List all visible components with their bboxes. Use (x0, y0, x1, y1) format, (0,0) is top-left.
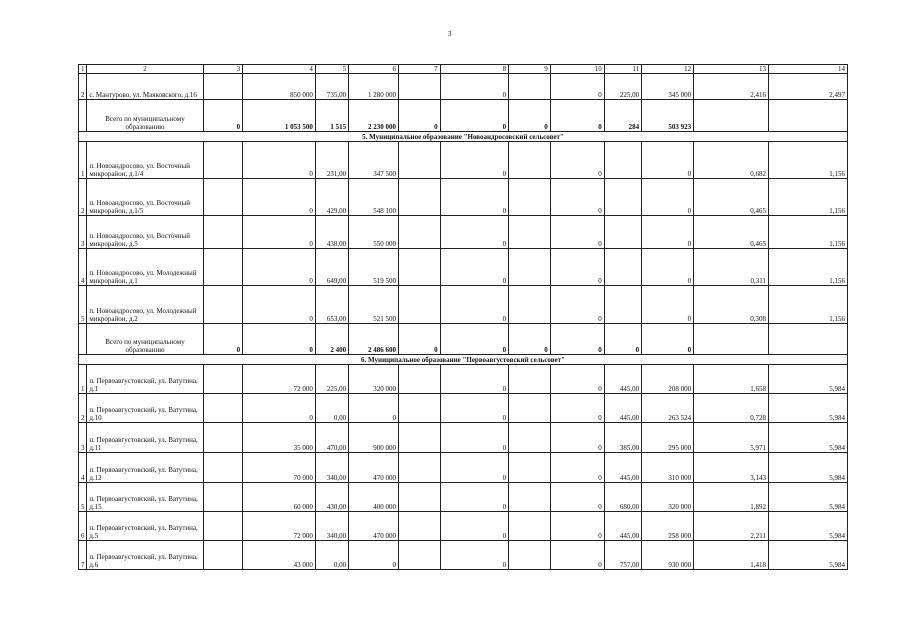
value-cell: 0 (642, 179, 694, 216)
value-cell: 0 (440, 394, 509, 423)
table-row (79, 216, 848, 249)
value-cell: 0 (243, 142, 316, 179)
address-cell: п. Первоавгустовский, ул. Ватутина, д.12 (87, 453, 203, 483)
value-cell: 72 000 (243, 365, 316, 394)
address-cell: п. Новоандросово, ул. Молодежный микрорайон, д.1 (87, 249, 203, 286)
value-cell: 930 000 (642, 541, 694, 570)
table-row (79, 179, 848, 216)
value-cell: 470 000 (349, 512, 399, 541)
value-cell (203, 142, 242, 179)
value-cell: 1,156 (768, 286, 847, 324)
value-cell: 470 000 (349, 453, 399, 483)
value-cell: 0 (550, 512, 604, 541)
row-number-cell: 2 (79, 394, 87, 423)
value-cell: 284 (604, 100, 641, 132)
address-cell: п. Новоандросово, ул. Восточный микрорайон, д.1/5 (87, 179, 203, 216)
table-body (79, 65, 848, 570)
value-cell: 263 524 (642, 394, 694, 423)
value-cell: 735,00 (315, 74, 348, 100)
value-cell: 72 000 (243, 512, 316, 541)
address-cell: Всего по муниципальному образованию (87, 324, 203, 355)
value-cell: 0 (349, 541, 399, 570)
column-header: 14 (768, 65, 847, 74)
table-row (79, 74, 848, 100)
row-number-cell: 1 (79, 142, 87, 179)
value-cell: 0 (399, 324, 441, 355)
row-number-cell: 6 (79, 512, 87, 541)
value-cell: 0 (509, 100, 551, 132)
column-header: 11 (604, 65, 641, 74)
value-cell: 5,984 (768, 541, 847, 570)
row-number-cell: 3 (79, 423, 87, 453)
value-cell (203, 541, 242, 570)
value-cell (203, 512, 242, 541)
value-cell: 1,156 (768, 216, 847, 249)
value-cell (399, 365, 441, 394)
value-cell: 0 (440, 179, 509, 216)
value-cell: 0 (243, 286, 316, 324)
column-header: 6 (349, 65, 399, 74)
value-cell: 320 000 (642, 483, 694, 512)
value-cell: 225,00 (315, 365, 348, 394)
value-cell: 5,971 (694, 423, 769, 453)
value-cell: 400 000 (349, 483, 399, 512)
value-cell: 5,984 (768, 394, 847, 423)
value-cell: 5,984 (768, 512, 847, 541)
value-cell: 0 (203, 324, 242, 355)
address-cell: п. Новоандросово, ул. Молодежный микрорайон, д.2 (87, 286, 203, 324)
value-cell: 0 (550, 483, 604, 512)
value-cell: 2 486 600 (349, 324, 399, 355)
value-cell: 310 000 (642, 453, 694, 483)
address-cell: п. Новоандросово, ул. Восточный микрорайон, д.5 (87, 216, 203, 249)
value-cell: 0 (550, 74, 604, 100)
value-cell (203, 423, 242, 453)
data-table (78, 64, 848, 570)
value-cell: 0 (440, 324, 509, 355)
value-cell: 1,156 (768, 249, 847, 286)
value-cell: 649,00 (315, 249, 348, 286)
value-cell (203, 249, 242, 286)
row-number-cell: 2 (79, 179, 87, 216)
value-cell: 2,211 (694, 512, 769, 541)
value-cell: 345 000 (642, 74, 694, 100)
value-cell: 0 (642, 216, 694, 249)
value-cell (509, 286, 551, 324)
value-cell (509, 394, 551, 423)
value-cell (509, 365, 551, 394)
value-cell: 1,156 (768, 179, 847, 216)
value-cell: 0 (440, 74, 509, 100)
value-cell: 0 (440, 512, 509, 541)
value-cell: 258 000 (642, 512, 694, 541)
value-cell: 70 000 (243, 453, 316, 483)
value-cell (399, 541, 441, 570)
column-header: 4 (243, 65, 316, 74)
value-cell: 0 (203, 100, 242, 132)
value-cell: 0 (440, 423, 509, 453)
value-cell (768, 324, 847, 355)
row-number-cell: 1 (79, 365, 87, 394)
value-cell: 548 100 (349, 179, 399, 216)
value-cell (604, 216, 641, 249)
column-header: 3 (203, 65, 242, 74)
column-header: 10 (550, 65, 604, 74)
value-cell: 503 923 (642, 100, 694, 132)
value-cell: 0,682 (694, 142, 769, 179)
row-number-cell: 2 (79, 74, 87, 100)
value-cell: 0 (440, 286, 509, 324)
column-header: 8 (440, 65, 509, 74)
value-cell (768, 100, 847, 132)
section-header-row (79, 355, 848, 365)
value-cell: 445,00 (604, 394, 641, 423)
table-row (79, 142, 848, 179)
value-cell: 5,984 (768, 453, 847, 483)
value-cell: 653,00 (315, 286, 348, 324)
value-cell: 385,00 (604, 423, 641, 453)
value-cell (604, 249, 641, 286)
value-cell: 519 500 (349, 249, 399, 286)
value-cell: 0 (440, 541, 509, 570)
value-cell: 521 500 (349, 286, 399, 324)
value-cell: 2 400 (315, 324, 348, 355)
value-cell: 0 (550, 324, 604, 355)
address-cell: Всего по муниципальному образованию (87, 100, 203, 132)
page-number: 3 (448, 30, 452, 38)
total-row (79, 324, 848, 355)
value-cell (509, 179, 551, 216)
value-cell: 0 (642, 142, 694, 179)
address-cell: п. Первоавгустовский, ул. Ватутина, д.10 (87, 394, 203, 423)
row-number-cell: 4 (79, 249, 87, 286)
row-number-cell (79, 324, 87, 355)
value-cell: 2 230 000 (349, 100, 399, 132)
value-cell: 0 (642, 249, 694, 286)
table-row (79, 483, 848, 512)
value-cell (399, 74, 441, 100)
row-number-cell: 5 (79, 483, 87, 512)
value-cell: 0,728 (694, 394, 769, 423)
value-cell: 0 (243, 216, 316, 249)
value-cell: 429,00 (315, 179, 348, 216)
value-cell: 1,658 (694, 365, 769, 394)
section-title: 6. Муниципальное образование "Первоавгустовский сельсовет" (79, 355, 848, 365)
column-header: 12 (642, 65, 694, 74)
value-cell: 0 (642, 324, 694, 355)
value-cell: 0 (243, 394, 316, 423)
value-cell (203, 365, 242, 394)
table-row (79, 394, 848, 423)
value-cell (203, 394, 242, 423)
value-cell: 347 500 (349, 142, 399, 179)
table-row (79, 541, 848, 570)
value-cell (399, 394, 441, 423)
value-cell (694, 100, 769, 132)
table-row (79, 512, 848, 541)
value-cell (203, 216, 242, 249)
value-cell: 2,497 (768, 74, 847, 100)
column-header: 7 (399, 65, 441, 74)
value-cell: 0 (243, 249, 316, 286)
value-cell: 0 (440, 483, 509, 512)
total-row (79, 100, 848, 132)
value-cell (399, 453, 441, 483)
row-number-cell: 5 (79, 286, 87, 324)
value-cell: 5,984 (768, 423, 847, 453)
value-cell: 60 000 (243, 483, 316, 512)
value-cell (399, 423, 441, 453)
address-cell: п. Первоавгустовский, ул. Ватутина, д.6 (87, 541, 203, 570)
address-cell: п. Первоавгустовский, ул. Ватутина, д.5 (87, 512, 203, 541)
value-cell (604, 179, 641, 216)
value-cell: 225,00 (604, 74, 641, 100)
value-cell (604, 286, 641, 324)
column-header-row (79, 65, 848, 74)
value-cell: 900 000 (349, 423, 399, 453)
column-header: 13 (694, 65, 769, 74)
value-cell: 445,00 (604, 512, 641, 541)
value-cell: 0 (550, 142, 604, 179)
value-cell (399, 249, 441, 286)
value-cell: 0 (243, 179, 316, 216)
address-cell: п. Новоандросово, ул. Восточный микрорайон, д.1/4 (87, 142, 203, 179)
value-cell: 1 515 (315, 100, 348, 132)
value-cell: 0 (509, 324, 551, 355)
value-cell: 0 (550, 179, 604, 216)
value-cell (399, 286, 441, 324)
row-number-cell: 3 (79, 216, 87, 249)
value-cell: 445,00 (604, 365, 641, 394)
value-cell: 0 (550, 216, 604, 249)
address-cell: п. Первоавгустовский, ул. Ватутина, д.15 (87, 483, 203, 512)
value-cell: 0 (550, 394, 604, 423)
value-cell: 231,00 (315, 142, 348, 179)
value-cell (509, 216, 551, 249)
value-cell: 0 (550, 249, 604, 286)
value-cell (399, 512, 441, 541)
value-cell: 0 (550, 541, 604, 570)
value-cell: 0,00 (315, 541, 348, 570)
value-cell (604, 142, 641, 179)
column-header: 2 (87, 65, 203, 74)
value-cell: 0 (604, 324, 641, 355)
value-cell: 680,00 (604, 483, 641, 512)
value-cell (509, 512, 551, 541)
value-cell: 295 000 (642, 423, 694, 453)
value-cell: 1 280 000 (349, 74, 399, 100)
address-cell: с. Мантурово, ул. Маяковского, д.16 (87, 74, 203, 100)
value-cell: 438,00 (315, 216, 348, 249)
value-cell (509, 541, 551, 570)
value-cell: 430,00 (315, 483, 348, 512)
table-row (79, 423, 848, 453)
row-number-cell (79, 100, 87, 132)
value-cell (203, 179, 242, 216)
value-cell: 0 (399, 100, 441, 132)
value-cell: 0,465 (694, 179, 769, 216)
column-header: 5 (315, 65, 348, 74)
value-cell: 0,308 (694, 286, 769, 324)
value-cell: 1,418 (694, 541, 769, 570)
value-cell (694, 324, 769, 355)
value-cell: 0 (550, 286, 604, 324)
value-cell: 0,00 (315, 394, 348, 423)
value-cell: 320 000 (349, 365, 399, 394)
value-cell: 0 (642, 286, 694, 324)
value-cell (509, 423, 551, 453)
value-cell: 445,00 (604, 453, 641, 483)
value-cell (203, 286, 242, 324)
column-header: 1 (79, 65, 87, 74)
value-cell: 470,00 (315, 423, 348, 453)
value-cell (203, 483, 242, 512)
value-cell: 35 000 (243, 423, 316, 453)
value-cell (203, 74, 242, 100)
value-cell: 1,156 (768, 142, 847, 179)
table-row (79, 249, 848, 286)
value-cell: 550 000 (349, 216, 399, 249)
value-cell: 5,984 (768, 483, 847, 512)
section-header-row (79, 132, 848, 142)
row-number-cell: 4 (79, 453, 87, 483)
value-cell: 0 (440, 100, 509, 132)
table-row (79, 365, 848, 394)
value-cell (399, 216, 441, 249)
value-cell: 0 (550, 365, 604, 394)
value-cell: 5,984 (768, 365, 847, 394)
value-cell: 0,311 (694, 249, 769, 286)
table-row (79, 286, 848, 324)
value-cell: 850 000 (243, 74, 316, 100)
value-cell: 0 (440, 365, 509, 394)
value-cell: 0 (550, 423, 604, 453)
value-cell: 0 (550, 453, 604, 483)
value-cell: 43 000 (243, 541, 316, 570)
value-cell: 1 053 500 (243, 100, 316, 132)
table-row (79, 453, 848, 483)
value-cell: 0 (349, 394, 399, 423)
value-cell (509, 483, 551, 512)
value-cell (509, 74, 551, 100)
value-cell: 3,143 (694, 453, 769, 483)
value-cell: 0 (440, 249, 509, 286)
value-cell: 208 000 (642, 365, 694, 394)
value-cell: 0 (440, 453, 509, 483)
value-cell: 1,892 (694, 483, 769, 512)
value-cell: 757,00 (604, 541, 641, 570)
value-cell: 0,465 (694, 216, 769, 249)
value-cell (203, 453, 242, 483)
value-cell (509, 453, 551, 483)
address-cell: п. Первоавгустовский, ул. Ватутина, д.1 (87, 365, 203, 394)
value-cell: 0 (440, 142, 509, 179)
section-title: 5. Муниципальное образование "Новоандросовский сельсовет" (79, 132, 848, 142)
column-header: 9 (509, 65, 551, 74)
value-cell (509, 249, 551, 286)
address-cell: п. Первоавгустовский, ул. Ватутина, д.11 (87, 423, 203, 453)
value-cell: 340,00 (315, 453, 348, 483)
value-cell: 0 (440, 216, 509, 249)
row-number-cell: 7 (79, 541, 87, 570)
value-cell: 0 (243, 324, 316, 355)
value-cell (399, 179, 441, 216)
value-cell (399, 142, 441, 179)
value-cell: 0 (550, 100, 604, 132)
value-cell (509, 142, 551, 179)
value-cell (399, 483, 441, 512)
value-cell: 2,416 (694, 74, 769, 100)
value-cell: 340,00 (315, 512, 348, 541)
